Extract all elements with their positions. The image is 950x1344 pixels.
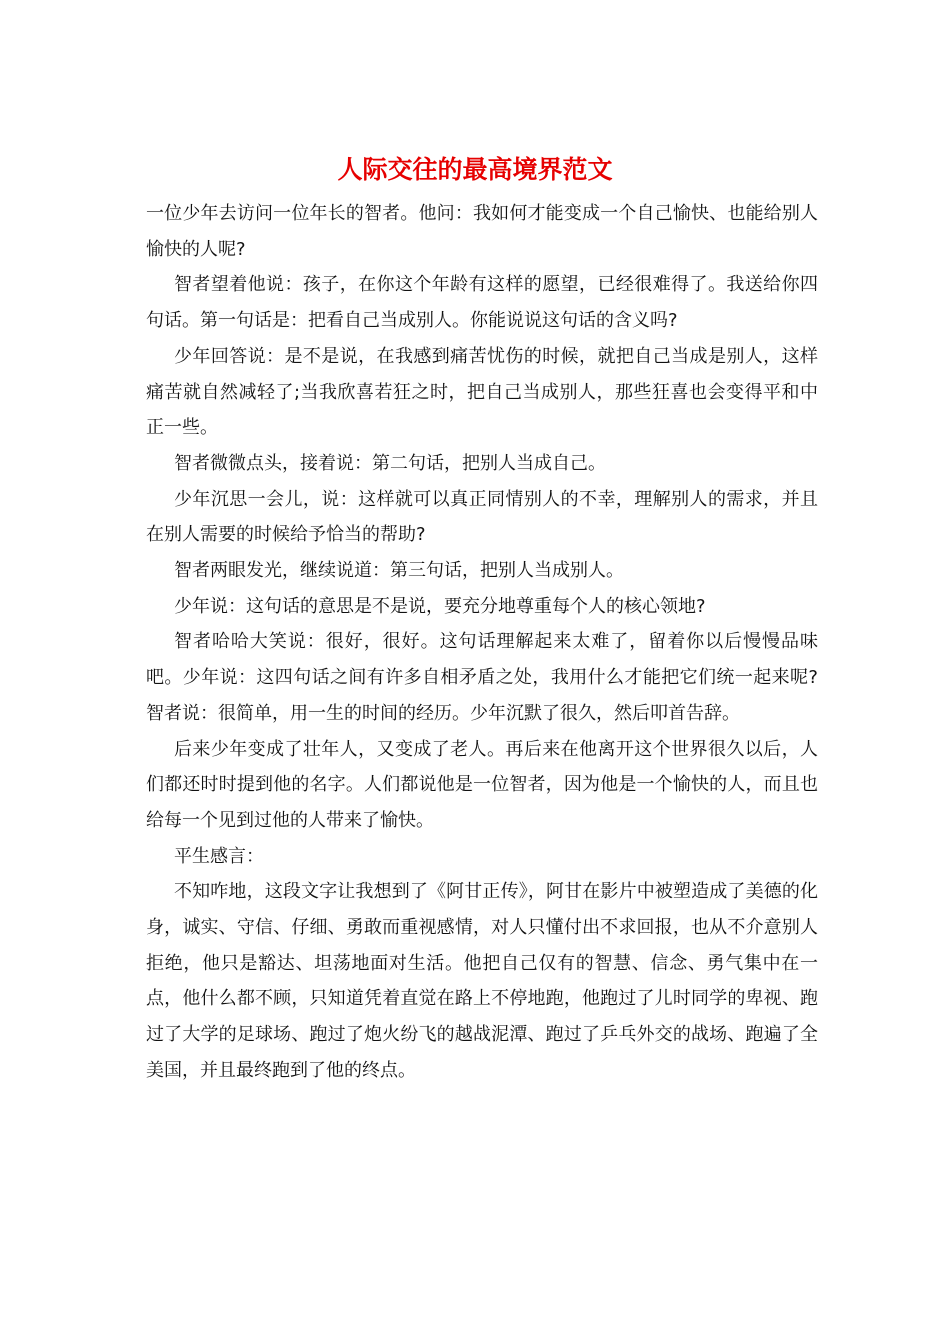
document-body xyxy=(146,196,818,1089)
paragraph-11: 不知咋地，这段文字让我想到了《阿甘正传》，阿甘在影片中被塑造成了美德的化身，诚实、守信、仔细、勇敢而重视感情，对人只懂付出不求回报，也从不介意别人拒绝，他只是豁达、坦荡地面对生活。他把自己仅有的智慧、信念、勇气集中在一点，他什么都不顾，只知道凭着直觉在路上不停地跑，他跑过了儿时同学的卑视、跑过了大学的足球场、跑过了炮火纷飞的越战泥潭、跑过了乒乓外交的战场、跑遍了全美国，并且最终跑到了他的终点。 xyxy=(146,881,818,1081)
paragraph-4: 智者微微点头，接着说：第二句话，把别人当成自己。 xyxy=(174,452,606,474)
paragraph-7: 少年说：这句话的意思是不是说，要充分地尊重每个人的核心领地? xyxy=(174,595,706,617)
paragraph-10: 平生感言： xyxy=(174,845,264,867)
paragraph-6: 智者两眼发光，继续说道：第三句话，把别人当成别人。 xyxy=(174,560,624,582)
document-title: 人际交往的最高境界范文 xyxy=(337,155,613,184)
paragraph-1: 一位少年去访问一位年长的智者。他问：我如何才能变成一个自己愉快、也能给别人愉快的人呢? xyxy=(146,203,818,260)
paragraph-5: 少年沉思一会儿，说：这样就可以真正同情别人的不幸，理解别人的需求，并且在别人需要的时候给予恰当的帮助? xyxy=(146,488,818,546)
paragraph-8: 智者哈哈大笑说：很好，很好。这句话理解起来太难了，留着你以后慢慢品味吧。少年说：这四句话之间有许多自相矛盾之处，我用什么才能把它们统一起来呢?智者说：很简单，用一生的时间的经历。少年沉默了很久，然后叩首告辞。 xyxy=(146,631,818,724)
paragraph-2: 智者望着他说：孩子，在你这个年龄有这样的愿望，已经很难得了。我送给你四句话。第一句话是：把看自己当成别人。你能说说这句话的含义吗? xyxy=(146,274,818,332)
paragraph-9: 后来少年变成了壮年人，又变成了老人。再后来在他离开这个世界很久以后，人们都还时时提到他的名字。人们都说他是一位智者，因为他是一个愉快的人，而且也给每一个见到过他的人带来了愉快。 xyxy=(146,738,818,831)
paragraph-3: 少年回答说：是不是说，在我感到痛苦忧伤的时候，就把自己当成是别人，这样痛苦就自然减轻了;当我欣喜若狂之时，把自己当成别人，那些狂喜也会变得平和中正一些。 xyxy=(146,345,818,439)
